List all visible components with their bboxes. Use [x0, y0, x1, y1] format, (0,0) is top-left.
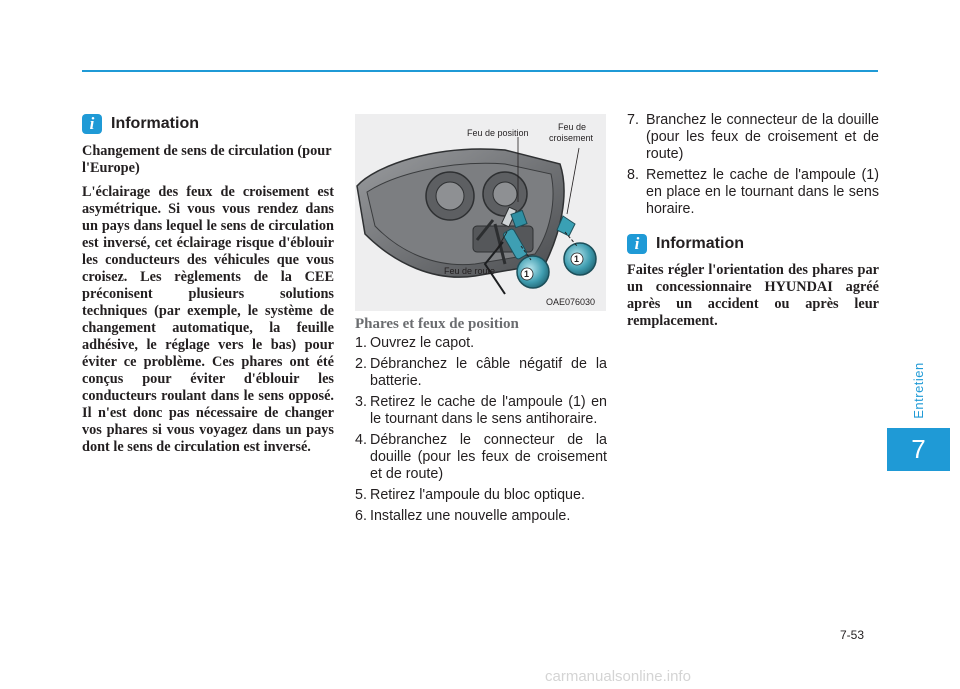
header-rule [82, 70, 878, 72]
callout-1-cap-right: 1 [574, 254, 580, 264]
info-icon: i [627, 234, 647, 254]
headlamp-illustration [355, 114, 606, 311]
info-header-right [627, 232, 879, 256]
info-body: L'éclairage des feux de croisement est asymétrique. Si vous vous rendez dans un pays dans lequel le sens de circulation est inversé, cet éclairage risque d'éblouir les conducteurs des véhicules que vous croisez. Les règlements de la CEE préconisent plusieurs solutions techniques (par exemple, le système de changement automatique, la feuille adhésive, le réglage vers le bas) pour éviter ce problème. Ces phares ont été conçus pour éviter d'éblouir les conducteurs roulant dans le sens opposé. Il n'est donc pas nécessaire de changer vos phares si vous voyagez dans un pays dont le sens de circulation est inversé. [82, 184, 334, 455]
list-item: 8. Remettez le cache de l'ampoule (1) en place en le tournant dans le sens horaire. [627, 167, 879, 217]
info-body-right: Faites régler l'orientation des phares par un concessionnaire HYUNDAI agréé après un accident ou après leur remplacement. [627, 262, 879, 329]
list-item: 6. Installez une nouvelle ampoule. [355, 508, 571, 524]
steps-list-continued [627, 112, 879, 218]
info-header [82, 112, 334, 136]
label-high-beam: Feu de route [444, 266, 496, 276]
info-box-left [82, 112, 334, 456]
list-item: 2. Débranchez le câble négatif de la batterie. [355, 356, 607, 389]
info-icon: i [82, 114, 102, 134]
info-heading: Changement de sens de circulation (pour l'Europe) [82, 143, 332, 176]
headlamp-figure [355, 114, 606, 311]
label-low-beam-line1: Feu de [558, 122, 587, 132]
callout-1-cap-left: 1 [524, 269, 530, 279]
figure-code: OAE076030 [546, 297, 596, 307]
list-item: 4. Débranchez le connecteur de la douille (pour les feux de croisement et de route) [355, 432, 607, 482]
list-item: 1. Ouvrez le capot. [355, 335, 475, 351]
chapter-name-tab: Entretien [910, 361, 926, 419]
info-title: Information [111, 115, 199, 132]
section-title: Phares et feux de position [355, 316, 519, 332]
list-item: 7. Branchez le connecteur de la douille (pour les feux de croisement et de route) [627, 112, 879, 162]
list-item: 5. Retirez l'ampoule du bloc optique. [355, 487, 585, 503]
watermark: carmanualsonline.info [545, 668, 691, 685]
page-number: 7-53 [840, 628, 865, 642]
label-low-beam-line2: croisement [549, 133, 594, 143]
steps-list [355, 335, 607, 529]
info-title-right: Information [656, 235, 744, 252]
right-column [627, 112, 879, 330]
list-item: 3. Retirez le cache de l'ampoule (1) en le tournant dans le sens antihoraire. [355, 394, 607, 427]
chapter-number-badge: 7 [887, 428, 950, 471]
label-position-light: Feu de position [467, 128, 529, 138]
